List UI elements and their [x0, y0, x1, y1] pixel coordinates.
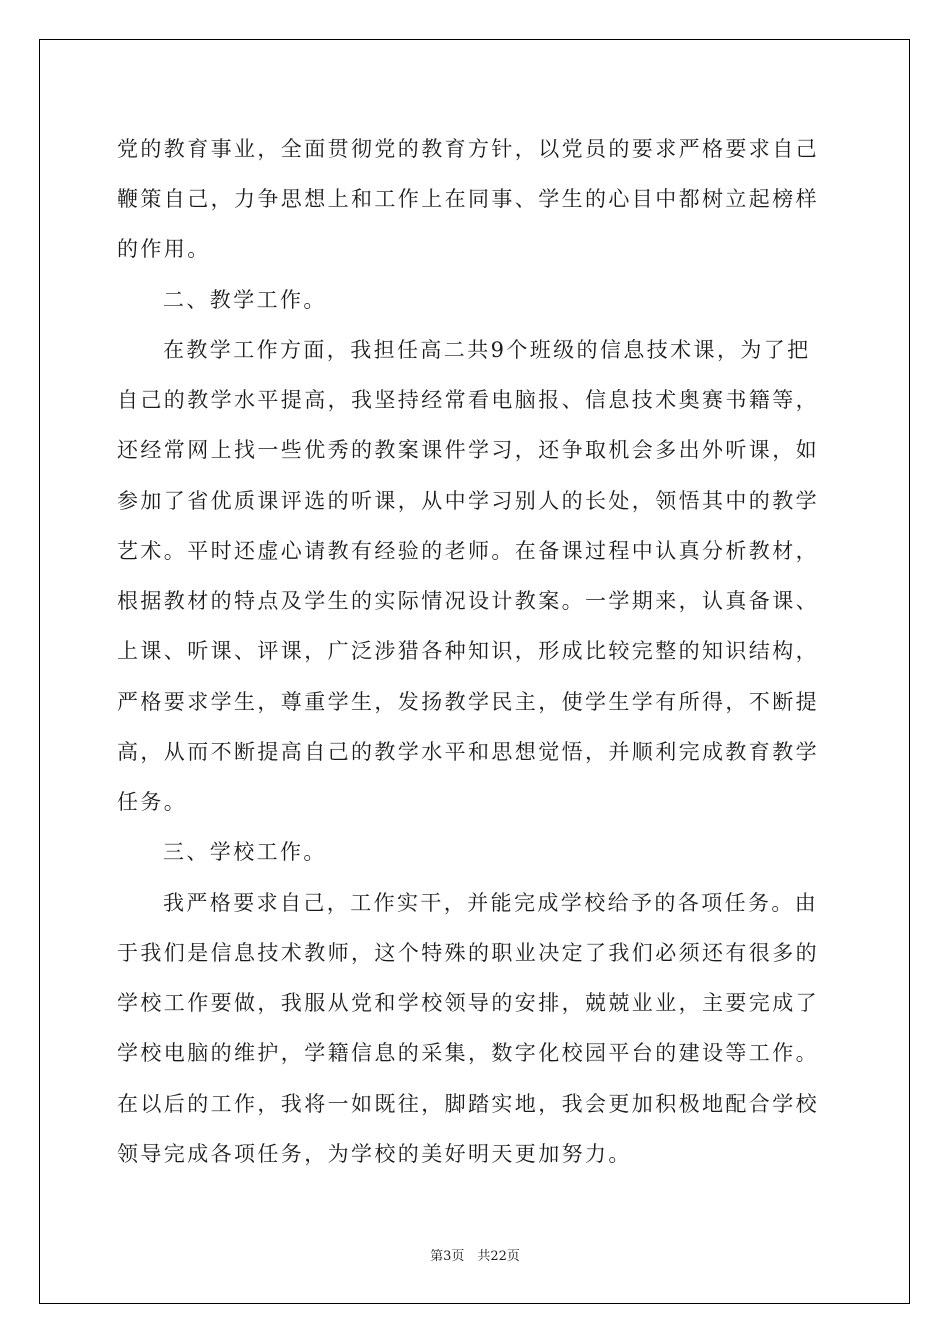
body-text-line: 领导完成各项任务，为学校的美好明天更加努力。	[117, 1142, 632, 1166]
body-text-line: 自己的教学水平提高，我坚持经常看电脑报、信息技术奥赛书籍等，	[117, 388, 819, 412]
section-heading: 二、教学工作。	[163, 288, 327, 312]
body-text-line: 的作用。	[117, 237, 211, 261]
body-text-line: 还经常网上找一些优秀的教案课件学习，还争取机会多出外听课，如	[117, 438, 819, 462]
body-text-line: 参加了省优质课评选的听课，从中学习别人的长处，领悟其中的教学	[117, 489, 819, 513]
body-text-line: 高，从而不断提高自己的教学水平和思想觉悟，并顺利完成教育教学	[117, 740, 819, 764]
body-text-line: 学校电脑的维护，学籍信息的采集，数字化校园平台的建设等工作。	[117, 1041, 819, 1065]
body-text-line: 艺术。平时还虚心请教有经验的老师。在备课过程中认真分析教材，	[117, 539, 819, 563]
body-text-line: 根据教材的特点及学生的实际情况设计教案。一学期来，认真备课、	[117, 589, 819, 613]
body-text-line: 任务。	[117, 790, 188, 814]
body-text-line: 党的教育事业，全面贯彻党的教育方针，以党员的要求严格要求自己	[117, 137, 819, 161]
section-heading: 三、学校工作。	[163, 840, 327, 864]
body-text-line: 在以后的工作，我将一如既往，脚踏实地，我会更加积极地配合学校	[117, 1092, 819, 1116]
body-text-line: 于我们是信息技术教师，这个特殊的职业决定了我们必须还有很多的	[117, 941, 819, 965]
body-text-line: 上课、听课、评课，广泛涉猎各种知识，形成比较完整的知识结构，	[117, 639, 819, 663]
paragraph-start-line: 我严格要求自己，工作实干，并能完成学校给予的各项任务。由	[163, 891, 819, 915]
page-number-footer: 第3页 共22页	[430, 1249, 520, 1264]
body-text-line: 鞭策自己，力争思想上和工作上在同事、学生的心目中都树立起榜样	[117, 187, 819, 211]
body-text-line: 严格要求学生，尊重学生，发扬教学民主，使学生学有所得，不断提	[117, 690, 819, 714]
paragraph-start-line: 在教学工作方面，我担任高二共9个班级的信息技术课，为了把	[163, 338, 811, 362]
body-text-line: 学校工作要做，我服从党和学校领导的安排，兢兢业业，主要完成了	[117, 991, 819, 1015]
